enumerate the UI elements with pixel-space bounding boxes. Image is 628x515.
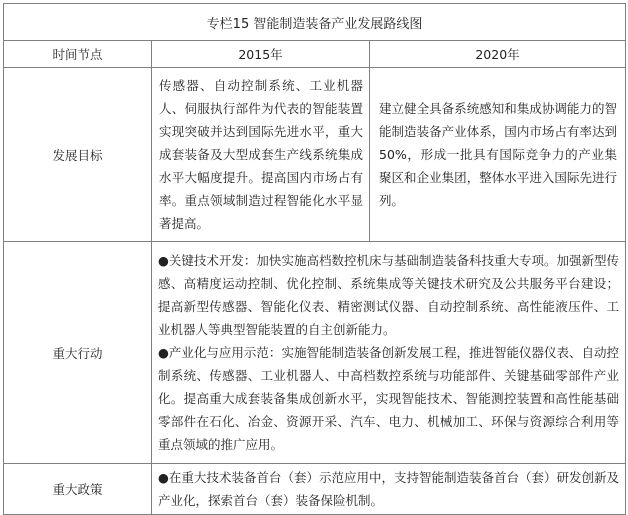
actions-label: 重大行动 xyxy=(4,242,152,464)
title-row xyxy=(4,4,626,41)
goals-row xyxy=(4,68,626,242)
policy-item-first-set: ●在重大技术装备首台（套）示范应用中，支持智能制造装备首台（套）研发创新及产业化，探索首台（套）装备保险机制。 xyxy=(158,470,620,508)
actions-item-key-tech: ●关键技术开发：加快实施高档数控机床与基础制造装备科技重大专项。加强新型传感、高精度运动控制、优化控制、系统集成等关键技术研究及公共服务平台建设；提高新型传感器、智能化仪表、精密测试仪器、自动控制系统、高性能液压件、工业机器人等典型智能装置的自主创新能力。 xyxy=(158,253,620,337)
policy-row xyxy=(4,464,626,515)
goals-2015-text: 传感器、自动控制系统、工业机器人、伺服执行部件为代表的智能装置实现突破并达到国际先进水平，重大成套装备及大型成套生产线系统集成水平大幅度提升。提高国内市场占有率。重点领域制造过程智能化水平显著提高。 xyxy=(152,68,370,242)
header-2020: 2020年 xyxy=(370,41,626,68)
actions-item-industrialization: ●产业化与应用示范：实施智能制造装备创新发展工程，推进智能仪器仪表、自动控制系统、传感器、工业机器人、中高档数控系统与功能部件、关键基础零部件产业化。提高重大成套装备集成创新水平，实现智能技术、智能测控装置和高性能基础零部件在石化、冶金、资源开采、汽车、电力、机械加工、环保与资源综合利用等重点领域的推广应用。 xyxy=(158,345,620,452)
header-time-node: 时间节点 xyxy=(4,41,152,68)
header-2015: 2015年 xyxy=(152,41,370,68)
goals-2020-text: 建立健全具备系统感知和集成协调能力的智能制造装备产业体系，国内市场占有率达到50%，形成一批具有国际竞争力的产业集聚区和企业集团，整体水平进入国际先进行列。 xyxy=(370,68,626,242)
policy-content xyxy=(152,464,626,515)
actions-content xyxy=(152,242,626,464)
policy-label: 重大政策 xyxy=(4,464,152,515)
actions-row xyxy=(4,242,626,464)
roadmap-table-container xyxy=(3,3,626,515)
goals-label: 发展目标 xyxy=(4,68,152,242)
table-title: 专栏15 智能制造装备产业发展路线图 xyxy=(4,4,626,41)
header-row xyxy=(4,41,626,68)
roadmap-table xyxy=(3,3,626,515)
